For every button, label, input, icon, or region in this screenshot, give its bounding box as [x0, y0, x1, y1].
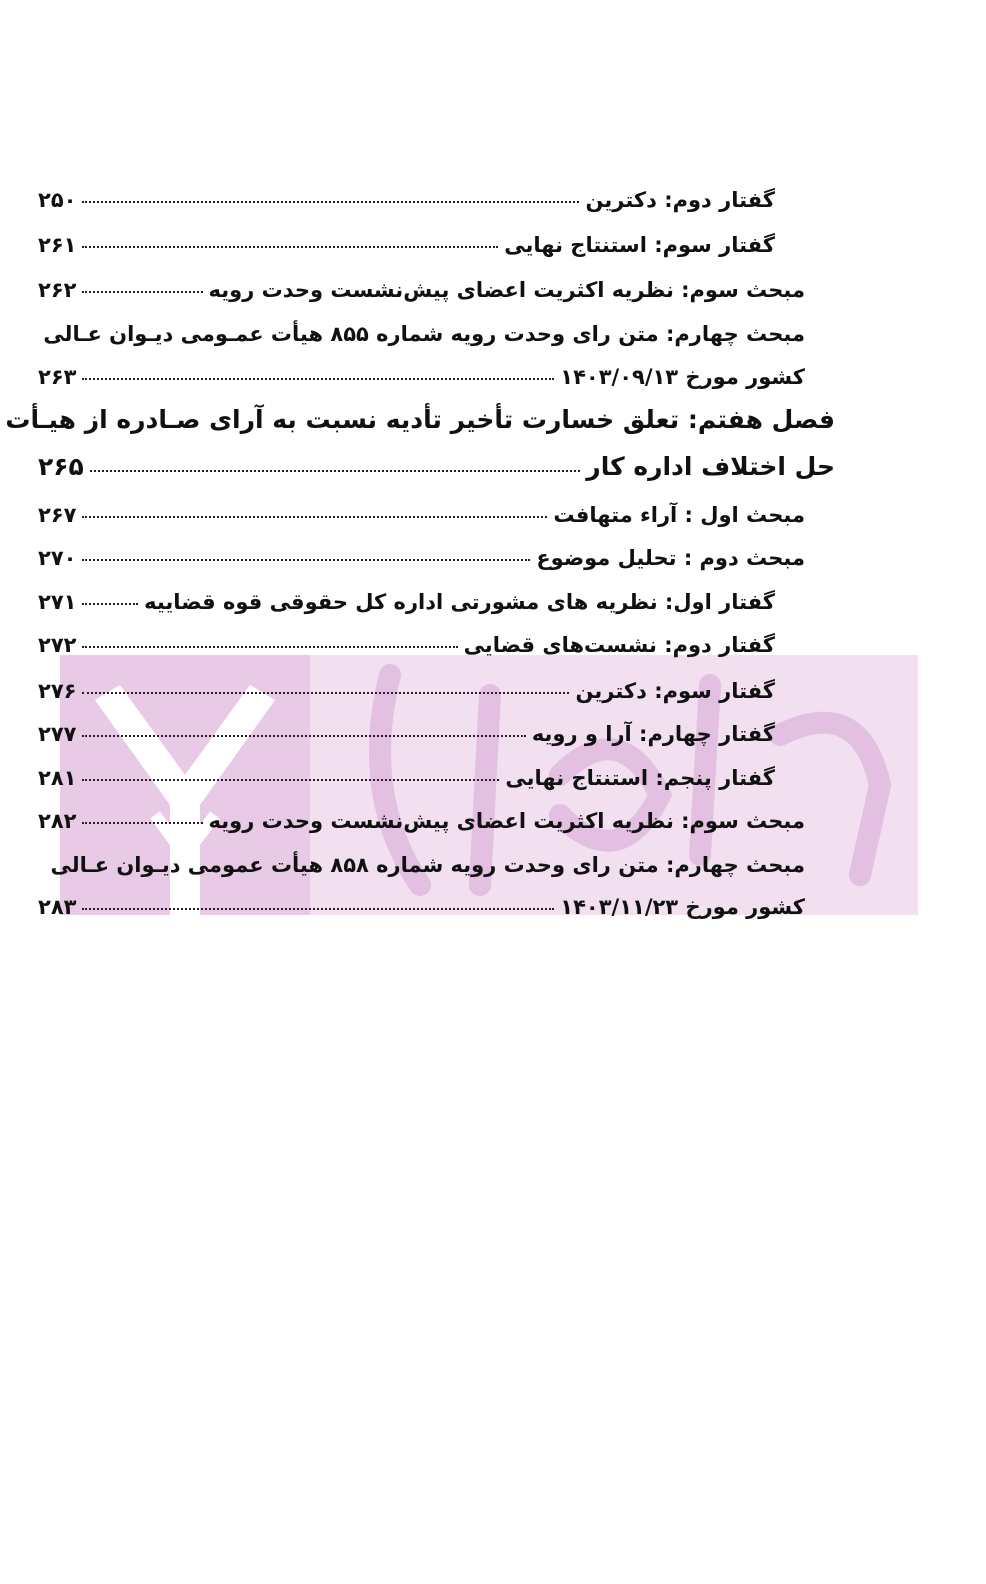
toc-entry[interactable]: [38, 349, 805, 389]
toc-page: ۲۷۲: [38, 633, 77, 657]
toc-page: ۲۶۱: [38, 233, 77, 257]
toc-page: ۲۷۷: [38, 722, 77, 746]
toc-page: ۲۷۰: [38, 546, 77, 570]
toc-title: فصل هفتم: تعلق خسارت تأخیر تأدیه نسبت به آرای صـادره از هیـأت: [5, 405, 835, 434]
dot-leader: [82, 291, 202, 293]
dot-leader: [82, 822, 202, 824]
dot-leader: [90, 470, 581, 472]
toc-title: حل اختلاف اداره کار: [586, 452, 835, 481]
toc-title: مبحث چهارم: متن رای وحدت رویه شماره ۸۵۵ هیأت عمـومی دیـوان عـالی: [43, 322, 805, 346]
toc-entry[interactable]: [38, 487, 805, 527]
toc-title: مبحث اول : آراء متهافت: [553, 503, 805, 527]
toc-page: ۲۵۰: [38, 188, 77, 212]
toc-entry[interactable]: [38, 706, 775, 746]
toc-entry[interactable]: [38, 574, 775, 614]
toc-page: ۲۸۳: [38, 895, 77, 919]
toc-title: مبحث چهارم: متن رای وحدت رویه شماره ۸۵۸ هیأت عمومی دیـوان عـالی: [50, 853, 805, 877]
toc-entry[interactable]: [38, 217, 775, 257]
toc-page: ۲۶۵: [38, 452, 84, 481]
toc-entry[interactable]: [43, 306, 805, 346]
dot-leader: [82, 246, 498, 248]
dot-leader: [82, 378, 554, 380]
toc-entry[interactable]: [38, 172, 775, 212]
toc-title: کشور مورخ ۱۴۰۳/۰۹/۱۳: [560, 365, 805, 389]
chapter-heading[interactable]: [5, 394, 835, 434]
toc-title: گفتار دوم: دکترین: [585, 188, 775, 212]
dot-leader: [82, 201, 579, 203]
toc-title: گفتار اول: نظریه های مشورتی اداره کل حقوقی قوه قضاییه: [144, 590, 775, 614]
dot-leader: [82, 516, 547, 518]
dot-leader: [82, 559, 530, 561]
chapter-heading[interactable]: [38, 441, 835, 481]
toc-page: ۲۶۲: [38, 278, 77, 302]
toc-page: ۲۸۲: [38, 809, 77, 833]
toc-entry[interactable]: [38, 617, 775, 657]
toc-entry[interactable]: [38, 530, 805, 570]
toc-entry[interactable]: [50, 837, 805, 877]
toc-entry[interactable]: [38, 750, 775, 790]
dot-leader: [82, 908, 554, 910]
toc-page: ۲۶۳: [38, 365, 77, 389]
dot-leader: [82, 735, 525, 737]
dot-leader: [82, 603, 138, 605]
toc-page: ۲۷۱: [38, 590, 77, 614]
toc-page: ۲۷۶: [38, 679, 77, 703]
toc-title: گفتار سوم: استنتاج نهایی: [504, 233, 775, 257]
toc-title: مبحث سوم: نظریه اکثریت اعضای پیش‌نشست وحدت رویه: [208, 278, 805, 302]
dot-leader: [82, 646, 457, 648]
toc-title: گفتار دوم: نشست‌های قضایی: [463, 633, 775, 657]
toc-entry[interactable]: [38, 879, 805, 919]
toc-page: ۲۸۱: [38, 766, 77, 790]
toc-title: گفتار سوم: دکترین: [575, 679, 775, 703]
toc-title: مبحث دوم : تحلیل موضوع: [536, 546, 805, 570]
toc-entry[interactable]: [38, 262, 805, 302]
toc-title: مبحث سوم: نظریه اکثریت اعضای پیش‌نشست وحدت رویه: [208, 809, 805, 833]
dot-leader: [82, 692, 569, 694]
dot-leader: [82, 779, 499, 781]
toc-entry[interactable]: [38, 663, 775, 703]
toc-title: گفتار پنجم: استنتاج نهایی: [505, 766, 775, 790]
toc-entry[interactable]: [38, 793, 805, 833]
toc-title: کشور مورخ ۱۴۰۳/۱۱/۲۳: [560, 895, 805, 919]
toc-page: ۲۶۷: [38, 503, 77, 527]
toc-title: گفتار چهارم: آرا و رویه: [531, 722, 775, 746]
